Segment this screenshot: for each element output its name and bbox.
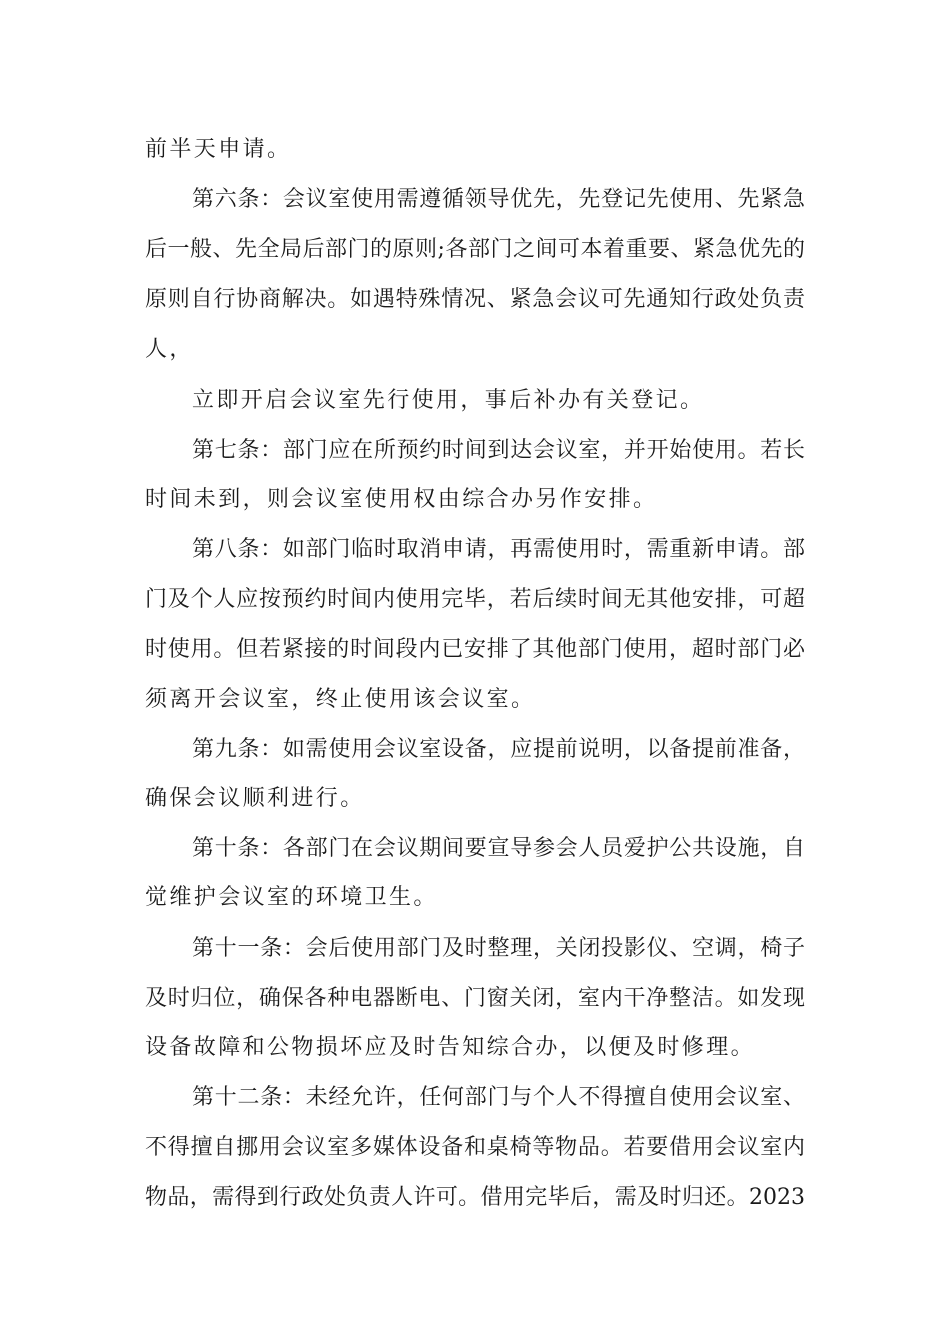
article-10-heading-line: 第十条：各部门在会议期间要宣导参会人员爱护公共设施，自 (192, 836, 805, 861)
text-line: 前半天申请。 (145, 137, 292, 162)
text-line: 时使用。但若紧接的时间段内已安排了其他部门使用，超时部门必 (145, 637, 805, 662)
text-line: 不得擅自挪用会议室多媒体设备和桌椅等物品。若要借用会议室内 (145, 1135, 805, 1160)
text-line: 设备故障和公物损坏应及时告知综合办，以便及时修理。 (145, 1035, 756, 1060)
article-8-heading-line: 第八条：如部门临时取消申请，再需使用时，需重新申请。部 (192, 537, 805, 562)
text-line: 觉维护会议室的环境卫生。 (145, 885, 438, 910)
text-line: 原则自行协商解决。如遇特殊情况、紧急会议可先通知行政处负责 (145, 287, 805, 312)
text-line: 后一般、先全局后部门的原则;各部门之间可本着重要、紧急优先的 (145, 237, 805, 262)
text-line: 立即开启会议室先行使用，事后补办有关登记。 (192, 388, 705, 413)
text-line: 确保会议顺利进行。 (145, 786, 365, 811)
article-12-heading-line: 第十二条：未经允许，任何部门与个人不得擅自使用会议室、 (192, 1085, 805, 1110)
text-line: 及时归位，确保各种电器断电、门窗关闭，室内干净整洁。如发现 (145, 986, 805, 1011)
article-9-heading-line: 第九条：如需使用会议室设备，应提前说明，以备提前准备， (192, 737, 805, 762)
article-6-heading-line: 第六条：会议室使用需遵循领导优先，先登记先使用、先紧急 (192, 187, 805, 212)
text-line: 须离开会议室，终止使用该会议室。 (145, 687, 536, 712)
article-11-heading-line: 第十一条：会后使用部门及时整理，关闭投影仪、空调，椅子 (192, 936, 805, 961)
article-7-heading-line: 第七条：部门应在所预约时间到达会议室，并开始使用。若长 (192, 438, 805, 463)
text-line: 时间未到，则会议室使用权由综合办另作安排。 (145, 487, 658, 512)
text-line: 物品，需得到行政处负责人许可。借用完毕后，需及时归还。2023 (145, 1185, 805, 1210)
text-line: 门及个人应按预约时间内使用完毕，若后续时间无其他安排，可超 (145, 587, 805, 612)
text-line: 人， (145, 337, 194, 362)
